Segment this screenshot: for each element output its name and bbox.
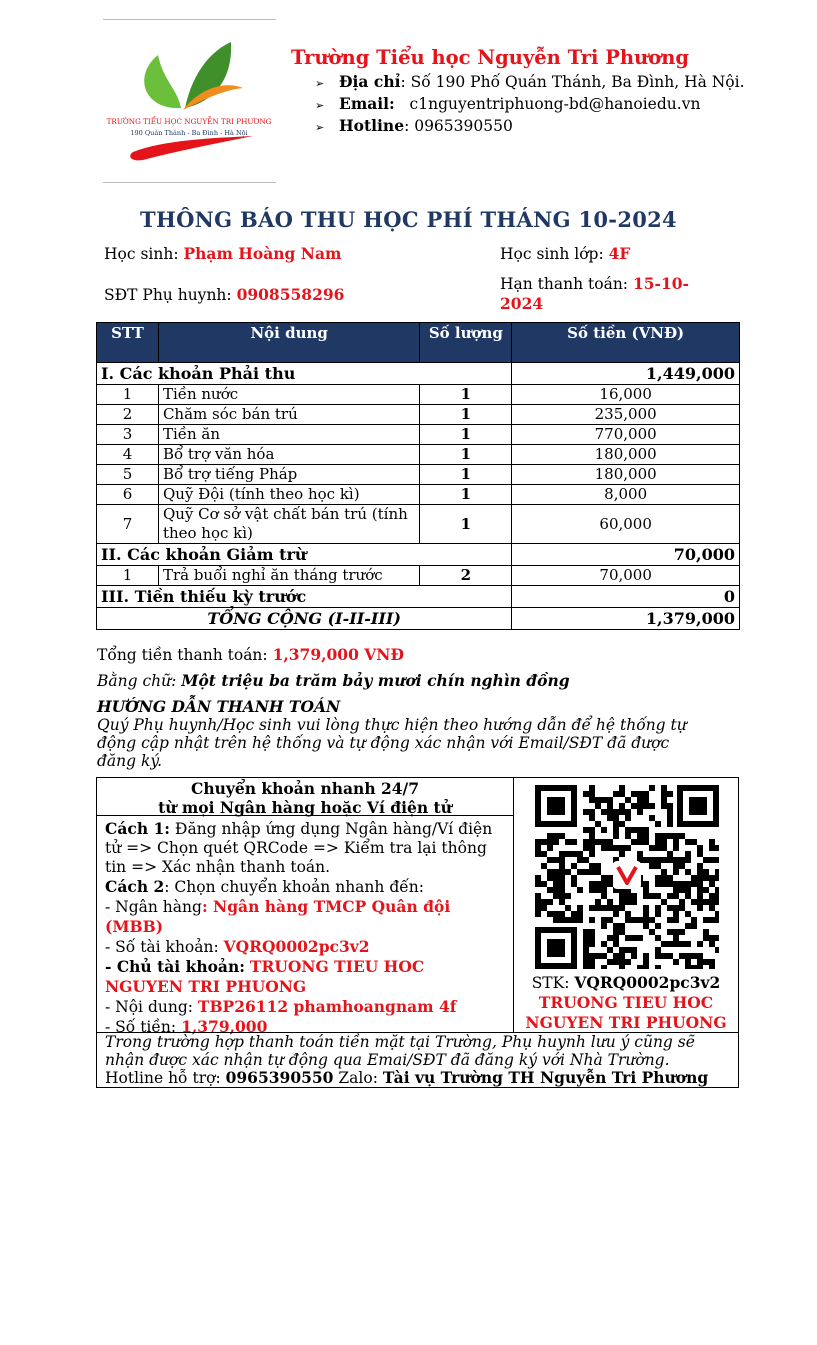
deadline-value-2: 2024 [500,294,544,313]
content-label: - Nội dung: [105,998,193,1016]
student-label: Học sinh: [104,245,179,263]
row-stt: 6 [97,485,159,505]
transfer-header-line: Chuyển khoản nhanh 24/7 [191,779,419,798]
row-amount: 60,000 [512,505,740,544]
amount-in-words-label: Bằng chữ: [97,672,177,690]
arrow-bullet-icon: ➢ [315,121,325,134]
note-line: Trong trường hợp thanh toán tiền mặt tại Trường, Phụ huynh lưu ý cũng sẽ [105,1033,695,1051]
row-name: Chăm sóc bán trú [158,405,419,425]
email-label: Email: [339,94,395,113]
bank-line [105,897,505,917]
row-amount: 770,000 [512,425,740,445]
transfer-amount: 1,379,000 [181,1017,268,1036]
method-2-label: Cách 2 [105,877,165,896]
row-qty: 1 [420,425,512,445]
method-1-text: tin => Xác nhận thanh toán. [105,858,331,876]
row-stt: 1 [97,385,159,405]
transfer-header [97,778,513,816]
notice-title: THÔNG BÁO THU HỌC PHÍ THÁNG 10-2024 [140,207,677,232]
method-2-text: : Chọn chuyển khoản nhanh đến: [164,878,424,896]
row-qty: 1 [420,485,512,505]
row-qty: 1 [420,405,512,425]
header-stt: STT [97,323,159,363]
qr-stk-value: VQRQ0002pc3v2 [574,973,721,992]
bank-value-cont: (MBB) [105,917,164,936]
amount-in-words-line [97,671,570,690]
method-1-text: tử => Chọn quét QRCode => Kiểm tra lại thông [105,839,487,857]
school-logo [103,19,276,183]
section-receivables-row [97,363,740,385]
class-info [500,244,630,263]
zalo-label: Zalo: [338,1069,378,1087]
row-amount: 180,000 [512,465,740,485]
hotline-label: Hotline [339,116,405,135]
row-name: Bổ trợ văn hóa [158,445,419,465]
method-2 [105,877,505,897]
guide-line: đăng ký. [97,752,163,770]
bank-value: : Ngân hàng TMCP Quân đội [201,897,451,916]
hotline-value: : 0965390550 [404,117,513,135]
table-row [97,405,740,425]
account-label: - Số tài khoản: [105,938,219,956]
owner-line [105,957,505,977]
row-amount: 235,000 [512,405,740,425]
owner-value-cont: NGUYEN TRI PHUONG [105,977,307,996]
transfer-content: TBP26112 phamhoangnam 4f [197,997,457,1016]
row-qty: 1 [420,465,512,485]
row-stt: 5 [97,465,159,485]
table-row [97,485,740,505]
table-row [97,385,740,405]
guide-text [97,716,687,770]
support-line [105,1069,730,1087]
qr-panel [513,778,739,1032]
content-line [105,997,505,1017]
row-qty: 2 [420,566,512,586]
zalo-value: Tài vụ Trường TH Nguyễn Tri Phương [382,1068,709,1087]
bank-label: - Ngân hàng [105,898,202,916]
row-stt: 4 [97,445,159,465]
section-arrears-row [97,586,740,608]
row-stt: 1 [97,566,159,586]
transfer-instructions [97,778,514,1036]
row-name: Quỹ Đội (tính theo học kì) [158,485,419,505]
class-value: 4F [608,244,631,263]
row-amount: 16,000 [512,385,740,405]
transfer-body [97,816,513,1037]
row-amount: 70,000 [512,566,740,586]
qr-owner-cont: NGUYEN TRI PHUONG [525,1013,727,1032]
section-amount: 70,000 [512,544,740,566]
email-link[interactable]: c1nguyentriphuong-bd@hanoiedu.vn [409,95,701,113]
address-line [315,72,745,91]
phone-info [104,285,344,304]
support-hotline-label: Hotline hỗ trợ: [105,1069,221,1087]
deadline-info [500,274,689,314]
class-label: Học sinh lớp: [500,245,604,263]
row-amount: 8,000 [512,485,740,505]
row-name: Bổ trợ tiếng Pháp [158,465,419,485]
arrow-bullet-icon: ➢ [315,99,325,112]
table-row [97,505,740,544]
payment-qr-code[interactable] [535,785,719,969]
svg-text:190 Quán Thánh - Ba Đình - Hà: 190 Quán Thánh - Ba Đình - Hà Nội [130,129,248,137]
method-1 [105,819,505,839]
amount-in-words-value: Một triệu ba trăm bảy mươi chín nghìn đồng [181,671,570,690]
row-stt: 3 [97,425,159,445]
owner-value: TRUONG TIEU HOC [249,957,425,976]
section-label: III. Tiền thiếu kỳ trước [97,586,512,608]
school-name: Trường Tiểu học Nguyễn Tri Phương [291,46,690,69]
phone-value: 0908558296 [236,285,345,304]
guide-title: HƯỚNG DẪN THANH TOÁN [97,697,341,716]
row-name: Trả buổi nghỉ ăn tháng trước [158,566,419,586]
guide-line: động cập nhật trên hệ thống và tự động xác nhận với Email/SĐT đã được [97,734,670,752]
row-qty: 1 [420,445,512,465]
student-name: Phạm Hoàng Nam [183,244,342,263]
amount-label: - Số tiền: [105,1018,177,1036]
total-payment-line [97,645,404,664]
method-1-text: Đăng nhập ứng dụng Ngân hàng/Ví điện [170,820,493,838]
row-amount: 180,000 [512,445,740,465]
svg-text:TRƯỜNG TIỂU HỌC NGUYỄN TRI PHƯ: TRƯỜNG TIỂU HỌC NGUYỄN TRI PHƯƠNG [106,117,272,126]
deadline-label: Hạn thanh toán: [500,275,629,293]
email-line [315,94,700,113]
header-content: Nội dung [158,323,419,363]
total-amount: 1,379,000 [512,608,740,630]
header-qty: Số lượng [420,323,512,363]
qr-caption [513,973,739,1033]
total-label: TỔNG CỘNG (I-II-III) [97,608,512,630]
table-row [97,566,740,586]
section-amount: 1,449,000 [512,363,740,385]
hotline-line [315,116,513,135]
phone-label: SĐT Phụ huynh: [104,286,232,304]
total-payment-value: 1,379,000 VNĐ [272,645,405,664]
fee-table [96,322,740,630]
row-qty: 1 [420,505,512,544]
row-stt: 7 [97,505,159,544]
support-hotline-value: 0965390550 [225,1068,334,1087]
row-name: Quỹ Cơ sở vật chất bán trú (tính theo học kì) [158,505,419,544]
student-info [104,244,341,263]
header-amount: Số tiền (VNĐ) [512,323,740,363]
cash-payment-note [97,1032,738,1087]
account-line [105,937,505,957]
row-stt: 2 [97,405,159,425]
table-row [97,445,740,465]
arrow-bullet-icon: ➢ [315,77,325,90]
section-label: II. Các khoản Giảm trừ [97,544,512,566]
table-row [97,425,740,445]
row-name: Tiền nước [158,385,419,405]
qr-owner: TRUONG TIEU HOC [538,993,714,1012]
note-line: nhận được xác nhận tự động qua Emai/SĐT đã đăng ký với Nhà Trường. [105,1051,670,1069]
row-name: Tiền ăn [158,425,419,445]
deadline-value-1: 15-10- [632,274,689,293]
qr-stk-label: STK: [531,974,570,992]
row-qty: 1 [420,385,512,405]
payment-box [96,777,739,1088]
table-header-row [97,323,740,363]
transfer-header-line: từ mọi Ngân hàng hoặc Ví điện tử [158,798,452,817]
total-row [97,608,740,630]
total-payment-label: Tổng tiền thanh toán: [97,646,268,664]
guide-line: Quý Phụ huynh/Học sinh vui lòng thực hiện theo hướng dẫn để hệ thống tự [97,716,687,734]
method-1-label: Cách 1: [105,819,170,838]
section-label: I. Các khoản Phải thu [97,363,512,385]
address-value: : Số 190 Phố Quán Thánh, Ba Đình, Hà Nội. [400,73,745,91]
address-label: Địa chỉ [339,72,401,91]
table-row [97,465,740,485]
section-deductions-row [97,544,740,566]
section-amount: 0 [512,586,740,608]
owner-label: - Chủ tài khoản: [105,957,245,976]
account-number: VQRQ0002pc3v2 [223,937,370,956]
